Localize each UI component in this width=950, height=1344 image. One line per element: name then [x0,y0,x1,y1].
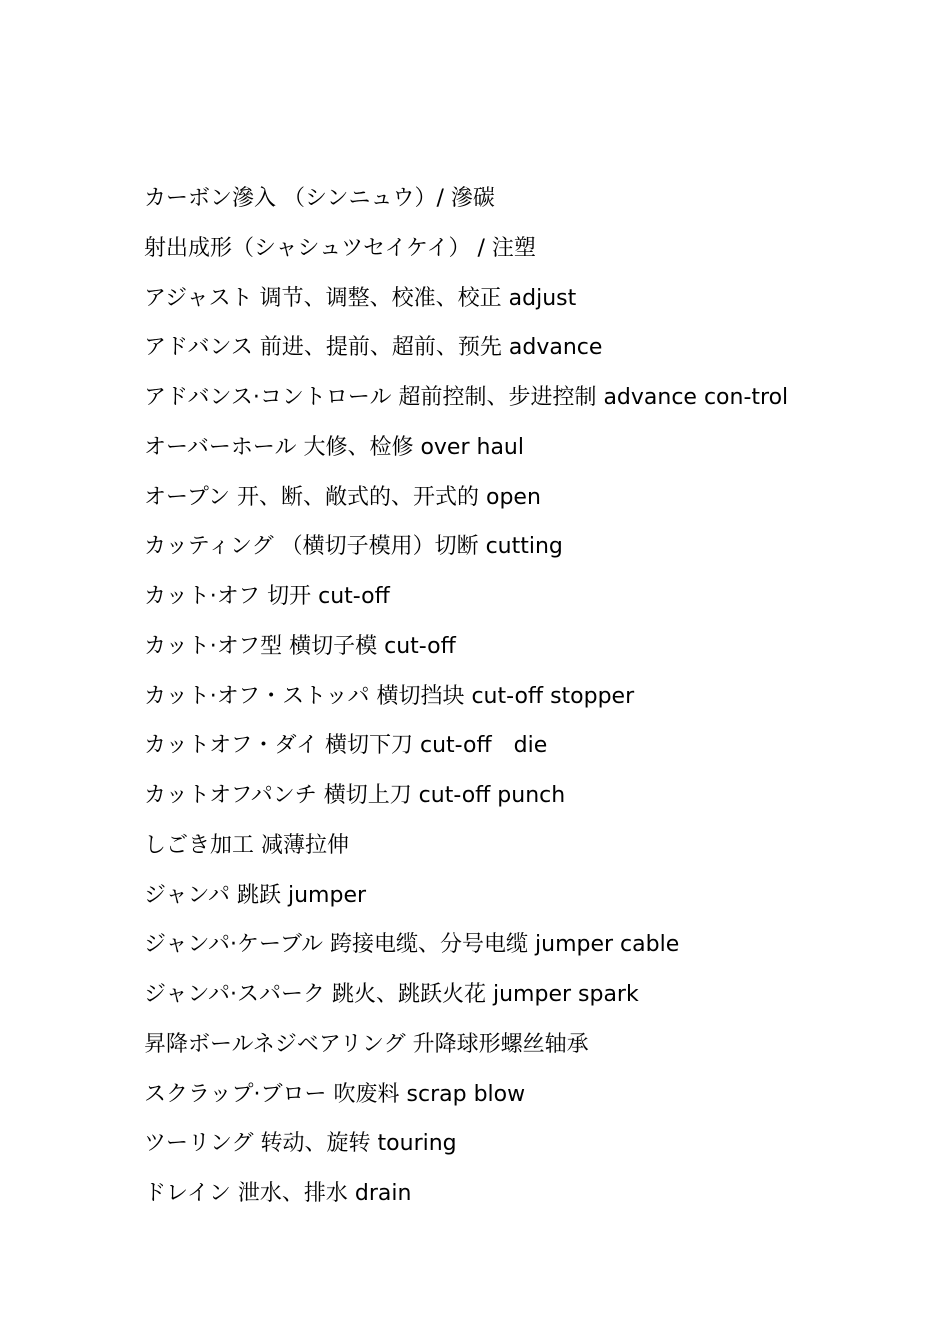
glossary-entry: オーバーホール 大修、检修 over haul [144,434,524,460]
glossary-entry: ジャンパ 跳跃 jumper [144,882,367,908]
glossary-entry: カット·オフ型 横切子模 cut-off [144,633,456,659]
glossary-entry: ジャンパ·ケーブル 跨接电缆、分号电缆 jumper cable [144,932,680,958]
glossary-entry: カット·オフ・ストッパ 横切挡块 cut-off stopper [144,683,635,709]
glossary-entry: ツーリング 转动、旋转 touring [144,1131,457,1157]
glossary-entry: カット·オフ 切开 cut-off [144,584,390,609]
glossary-entry: ジャンパ·スパーク 跳火、跳跃火花 jumper spark [144,982,639,1007]
glossary-entry: カットオフ・ダイ 横切下刀 cut-off die [144,733,548,759]
glossary-entry: アドバンス 前进、提前、超前、预先 advance [144,335,603,361]
glossary-entry: ドレイン 泄水、排水 drain [144,1181,412,1206]
glossary-entry: カーボン滲入 （シンニュウ）/ 滲碳 [144,186,495,211]
glossary-entry: 昇降ボールネジベアリング 升降球形螺丝轴承 [144,1031,589,1057]
glossary-entry: スクラップ·ブロー 吹废料 scrap blow [144,1081,526,1107]
glossary-entry: アジャスト 调节、调整、校准、校正 adjust [144,285,577,311]
glossary-entry: カットオフパンチ 横切上刀 cut-off punch [144,783,566,808]
glossary-entry: 射出成形（シャシュツセイケイ） / 注塑 [144,235,536,261]
glossary-list [144,183,914,1228]
glossary-entry: しごき加工 减薄拉伸 [144,832,349,858]
glossary-entry: オープン 开、断、敞式的、开式的 open [144,484,541,510]
glossary-entry: カッティング （横切子模用）切断 cutting [144,534,563,560]
glossary-entry: アドバンス·コントロール 超前控制、步进控制 advance con-trol [144,385,789,410]
